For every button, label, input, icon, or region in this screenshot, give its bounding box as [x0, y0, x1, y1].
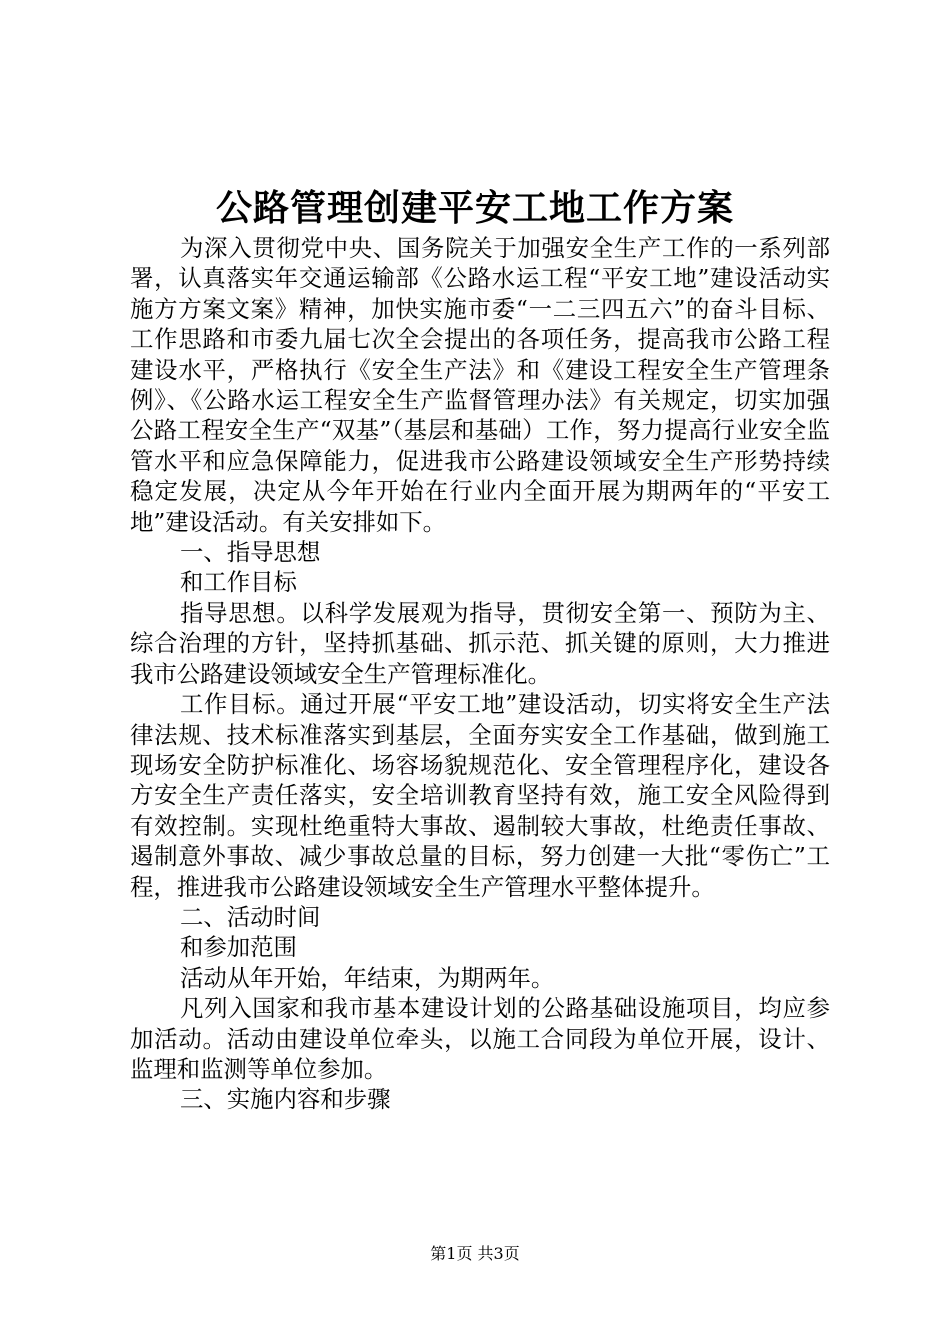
- paragraph-participation-scope: 凡列入国家和我市基本建设计划的公路基础设施项目，均应参加活动。活动由建设单位牵头，以施工合同段为单位开展，设计、监理和监测等单位参加。: [130, 994, 830, 1083]
- document-title: 公路管理创建平安工地工作方案: [215, 188, 734, 229]
- paragraph-intro: 为深入贯彻党中央、国务院关于加强安全生产工作的一系列部署，认真落实年交通运输部《公路水运工程“平安工地”建设活动实施方方案文案》精神，加快实施市委“一二三四五六”的奋斗目标、工作思路和市委九届七次全会提出的各项任务，提高我市公路工程建设水平，严格执行《安全生产法》和《建设工程安全生产管理条例》、《公路水运工程安全生产监督管理办法》有关规定，切实加强公路工程安全生产“双基”（基层和基础）工作，努力提高行业安全监管水平和应急保障能力，促进我市公路建设领域安全生产形势持续稳定发展，决定从今年开始在行业内全面开展为期两年的“平安工地”建设活动。有关安排如下。: [130, 234, 830, 536]
- paragraph-guiding-thought: 指导思想。以科学发展观为指导，贯彻安全第一、预防为主、综合治理的方针，坚持抓基础、抓示范、抓关键的原则，大力推进我市公路建设领域安全生产管理标准化。: [130, 598, 830, 688]
- section-heading-1-cont: 和工作目标: [180, 568, 297, 597]
- section-heading-2: 二、活动时间: [180, 902, 321, 931]
- section-heading-1: 一、指导思想: [180, 538, 321, 567]
- section-heading-3: 三、实施内容和步骤: [180, 1085, 391, 1114]
- paragraph-work-goal: 工作目标。通过开展“平安工地”建设活动，切实将安全生产法律法规、技术标准落实到基层，全面夯实安全工作基础，做到施工现场安全防护标准化、场容场貌规范化、安全管理程序化，建设各方安全生产责任落实，安全培训教育坚持有效，施工安全风险得到有效控制。实现杜绝重特大事故、遏制较大事故，杜绝责任事故、遏制意外事故、减少事故总量的目标，努力创建一大批“零伤亡”工程，推进我市公路建设领域安全生产管理水平整体提升。: [130, 690, 830, 901]
- paragraph-activity-time: 活动从年开始，年结束，为期两年。: [180, 963, 555, 992]
- page-number-footer: 第1页 共3页: [430, 1244, 520, 1263]
- section-heading-2-cont: 和参加范围: [180, 933, 297, 962]
- document-body: [130, 233, 830, 1115]
